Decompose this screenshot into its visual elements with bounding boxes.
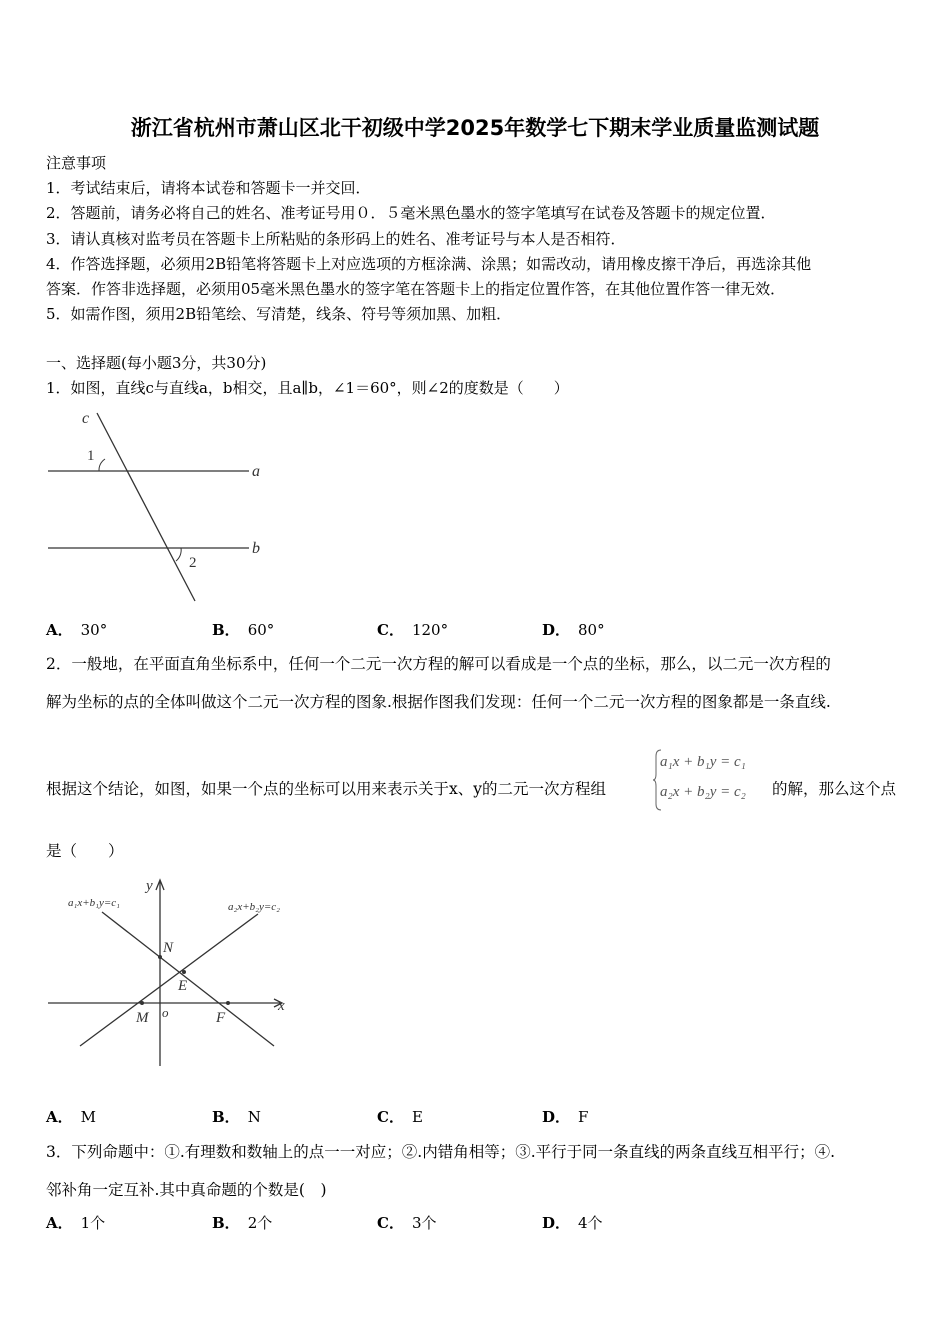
label-a: a — [252, 463, 260, 480]
q2-stem-line3b: 的解，那么这个点 — [772, 780, 897, 798]
notes-heading: 注意事项 — [46, 154, 107, 172]
equation-1: a₁x + b₁y = c₁ — [660, 754, 746, 770]
line-2 — [80, 914, 258, 1046]
point-M — [140, 1001, 144, 1005]
line-1 — [102, 912, 274, 1046]
note-item: 答案．作答非选择题，必须用05毫米黑色墨水的签字笔在答题卡上的指定位置作答，在其他位置作答一律无效． — [46, 280, 786, 298]
q2-option-b[interactable]: B． N — [212, 1108, 261, 1126]
q2-figure — [44, 870, 304, 1075]
point-F — [226, 1001, 230, 1005]
q1-option-c[interactable]: C． 120° — [377, 621, 449, 639]
label-E: E — [178, 978, 188, 994]
q2-option-a[interactable]: A． M — [46, 1108, 96, 1126]
q3-option-c[interactable]: C． 3个 — [377, 1214, 437, 1232]
q2-option-d[interactable]: D． F — [542, 1108, 589, 1126]
label-M: M — [136, 1010, 149, 1026]
point-N — [158, 955, 162, 959]
note-item: 3．请认真核对监考员在答题卡上所粘贴的条形码上的姓名、准考证号与本人是否相符． — [46, 230, 626, 248]
q3-stem-line1: 3．下列命题中：①.有理数和数轴上的点一一对应；②.内错角相等；③.平行于同一条直线的两条直线互相平行；④. — [46, 1143, 836, 1161]
page-title: 浙江省杭州市萧山区北干初级中学2025年数学七下期末学业质量监测试题 — [130, 116, 820, 140]
line-c — [97, 413, 195, 601]
q3-option-a[interactable]: A． 1个 — [46, 1214, 106, 1232]
note-item: 2．答题前，请务必将自己的姓名、准考证号用０．５毫米黑色墨水的签字笔填写在试卷及答题卡的规定位置． — [46, 204, 776, 222]
q2-stem-line1: 2．一般地，在平面直角坐标系中，任何一个二元一次方程的解可以看成是一个点的坐标，那么，以二元一次方程的 — [46, 655, 831, 673]
q3-option-b[interactable]: B． 2个 — [212, 1214, 273, 1232]
label-1: 1 — [87, 448, 95, 464]
q1-figure — [44, 405, 274, 610]
line-1-label: a₁x+b₁y=c₁ — [68, 897, 120, 909]
equation-2: a₂x + b₂y = c₂ — [660, 784, 746, 800]
q1-option-a[interactable]: A． 30° — [46, 621, 108, 639]
q1-option-d[interactable]: D． 80° — [542, 621, 605, 639]
label-F: F — [216, 1010, 226, 1026]
label-N: N — [163, 940, 174, 956]
angle-1-arc — [99, 459, 105, 471]
line-2-label: a₂x+b₂y=c₂ — [228, 901, 280, 913]
note-item: 5．如需作图，须用2B铅笔绘、写清楚，线条、符号等须加黑、加粗． — [46, 305, 512, 323]
angle-2-arc — [176, 548, 181, 561]
label-b: b — [252, 540, 260, 557]
q1-option-b[interactable]: B． 60° — [212, 621, 275, 639]
label-c: c — [82, 410, 90, 427]
q2-option-c[interactable]: C． E — [377, 1108, 423, 1126]
note-item: 1．考试结束后，请将本试卷和答题卡一并交回． — [46, 179, 371, 197]
label-y: y — [146, 878, 153, 894]
label-o: o — [162, 1005, 169, 1020]
note-item: 4．作答选择题，必须用2B铅笔将答题卡上对应选项的方框涂满、涂黑；如需改动，请用橡皮擦干净后，再选涂其他 — [46, 255, 812, 273]
q2-stem-line3a: 根据这个结论，如图，如果一个点的坐标可以用来表示关于x、y的二元一次方程组 — [46, 780, 607, 798]
q2-stem-line4: 是（ ） — [46, 842, 124, 860]
section-heading: 一、选择题(每小题3分，共30分) — [46, 354, 267, 372]
q2-stem-line2: 解为坐标的点的全体叫做这个二元一次方程的图象.根据作图我们发现：任何一个二元一次方程的图象都是一条直线. — [46, 693, 831, 711]
label-2: 2 — [189, 555, 197, 571]
q3-stem-line2: 邻补角一定互补.其中真命题的个数是( ) — [46, 1181, 327, 1199]
q3-option-d[interactable]: D． 4个 — [542, 1214, 603, 1232]
point-E — [182, 970, 186, 974]
q1-stem: 1．如图，直线c与直线a，b相交，且a∥b，∠1＝60°，则∠2的度数是（ ） — [46, 379, 569, 397]
equation-system — [652, 748, 770, 812]
label-x: x — [278, 998, 285, 1014]
